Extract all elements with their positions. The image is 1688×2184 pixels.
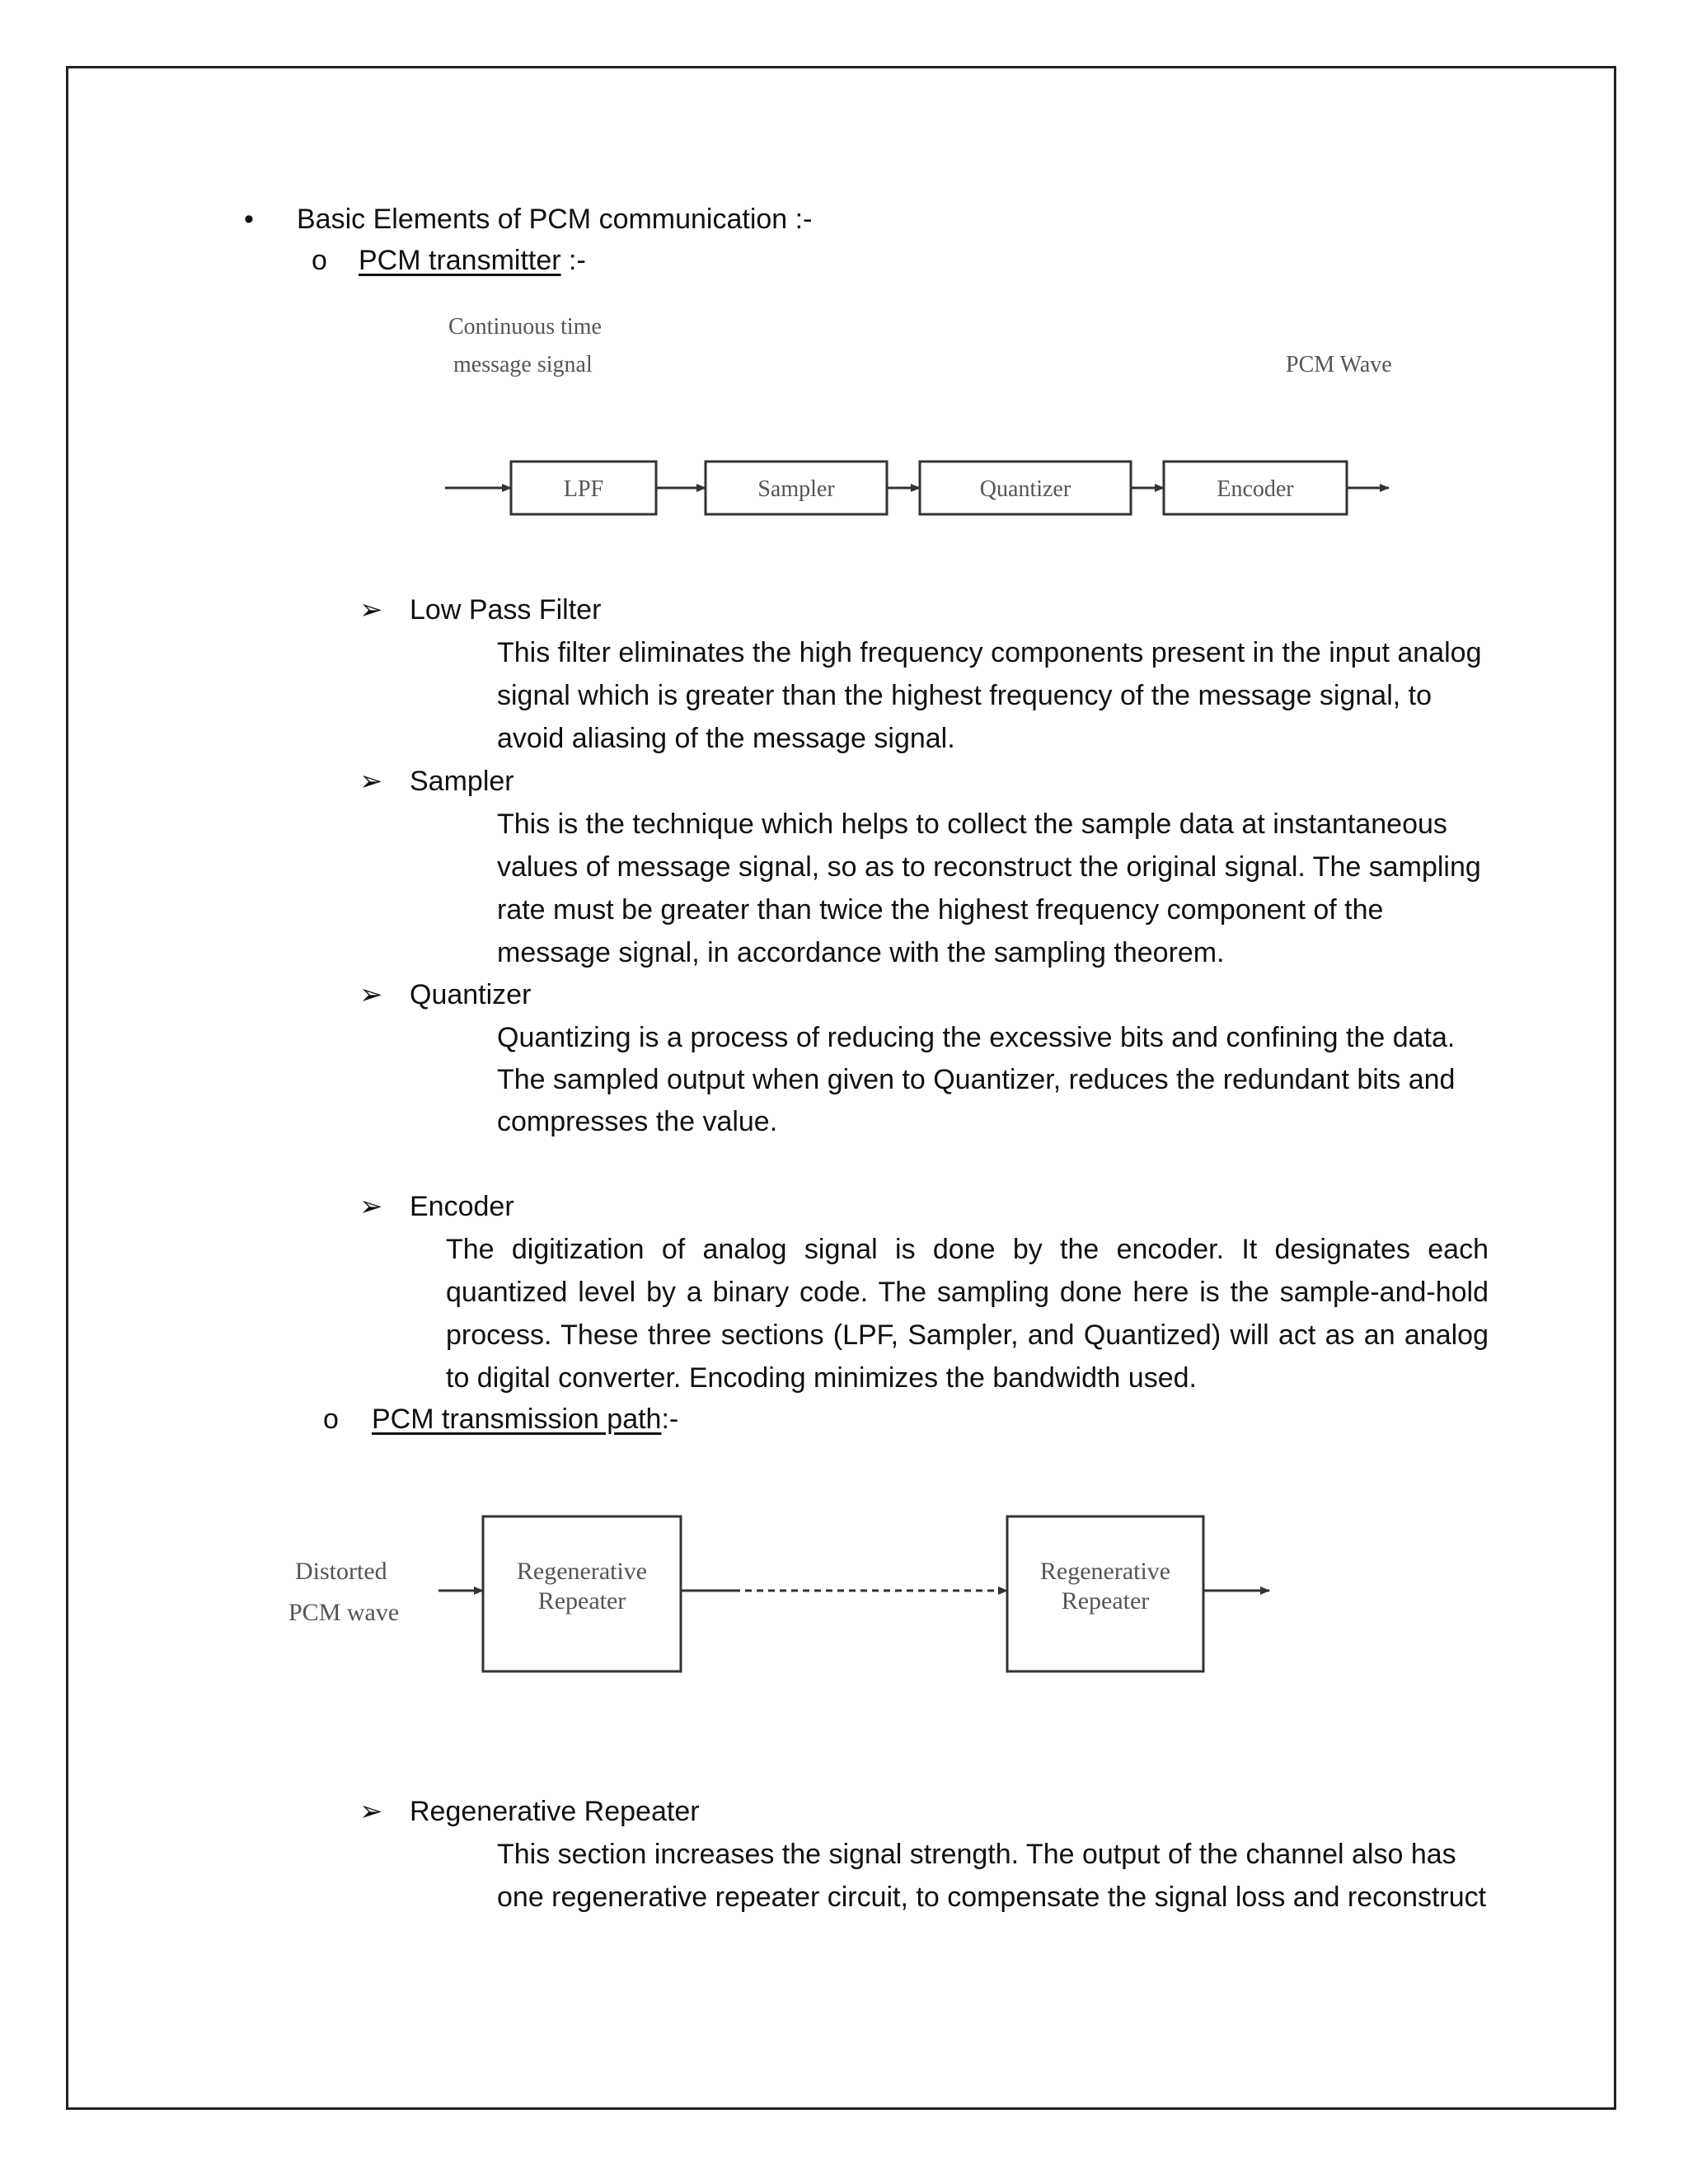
- encoder-title: Encoder: [410, 1191, 514, 1222]
- repeater-block-1-line2: Repeater: [537, 1587, 626, 1615]
- sampler-desc-line: values of message signal, so as to reconstruct the original signal. The sampling: [497, 851, 1481, 883]
- quantizer-desc-line: compresses the value.: [497, 1106, 778, 1137]
- sampler-desc-line: message signal, in accordance with the sampling theorem.: [497, 937, 1225, 968]
- repeater-block-2-line2: Repeater: [1061, 1587, 1150, 1615]
- pcm-transmitter-diagram: [429, 305, 1451, 585]
- sampler-desc-line: rate must be greater than twice the highest frequency component of the: [497, 894, 1384, 926]
- circle-bullet-icon: o: [312, 245, 327, 276]
- repeater-desc-line: one regenerative repeater circuit, to compensate the signal loss and reconstruct: [497, 1882, 1487, 1913]
- arrow-bullet-icon: ➢: [359, 979, 383, 1010]
- lpf-desc-line: This filter eliminates the high frequency components present in the input analog: [497, 637, 1482, 668]
- output-label: PCM Wave: [1286, 352, 1392, 377]
- encoder-block-label: Encoder: [1217, 476, 1294, 502]
- lpf-block-label: LPF: [563, 476, 604, 502]
- transmission-path-heading: PCM transmission path:-: [372, 1404, 679, 1435]
- path-input-label-line2: PCM wave: [288, 1599, 400, 1626]
- transmitter-heading: PCM transmitter :-: [359, 245, 586, 276]
- quantizer-block-label: Quantizer: [979, 476, 1071, 502]
- repeater-block-2-line1: Regenerative: [1039, 1558, 1171, 1585]
- path-input-label-line1: Distorted: [295, 1558, 387, 1585]
- quantizer-desc-line: The sampled output when given to Quantizer, reduces the redundant bits and: [497, 1064, 1456, 1095]
- lpf-title: Low Pass Filter: [410, 594, 602, 626]
- lpf-desc-line: signal which is greater than the highest frequency of the message signal, to: [497, 680, 1432, 711]
- circle-bullet-icon: o: [323, 1404, 339, 1435]
- arrow-bullet-icon: ➢: [359, 766, 383, 797]
- arrow-bullet-icon: ➢: [359, 594, 383, 626]
- arrow-bullet-icon: ➢: [359, 1191, 383, 1222]
- repeater-title: Regenerative Repeater: [410, 1796, 700, 1827]
- input-label-line2: message signal: [453, 352, 593, 377]
- quantizer-title: Quantizer: [410, 979, 532, 1010]
- sampler-desc-line: This is the technique which helps to collect the sample data at instantaneous: [497, 808, 1447, 840]
- pcm-transmission-path-diagram: [272, 1500, 1311, 1698]
- sampler-block-label: Sampler: [757, 476, 835, 502]
- arrow-bullet-icon: ➢: [359, 1796, 383, 1827]
- repeater-block-1-line1: Regenerative: [516, 1558, 648, 1585]
- sampler-title: Sampler: [410, 766, 514, 797]
- quantizer-desc-line: Quantizing is a process of reducing the excessive bits and confining the data.: [497, 1022, 1456, 1053]
- bullet-icon: •: [244, 204, 254, 235]
- input-label-line1: Continuous time: [448, 314, 602, 340]
- encoder-description: The digitization of analog signal is done by the encoder. It designates each quantized level by a binary code. The sampling done here is the sample-and-hold process. These three sections (LPF, Sampler, and Quantized) will act as an analog to digital converter. Encoding minimizes the bandwidth used.: [446, 1234, 1489, 1394]
- section-heading: Basic Elements of PCM communication :-: [297, 204, 813, 235]
- repeater-desc-line: This section increases the signal strength. The output of the channel also has: [497, 1839, 1456, 1870]
- lpf-desc-line: avoid aliasing of the message signal.: [497, 723, 955, 754]
